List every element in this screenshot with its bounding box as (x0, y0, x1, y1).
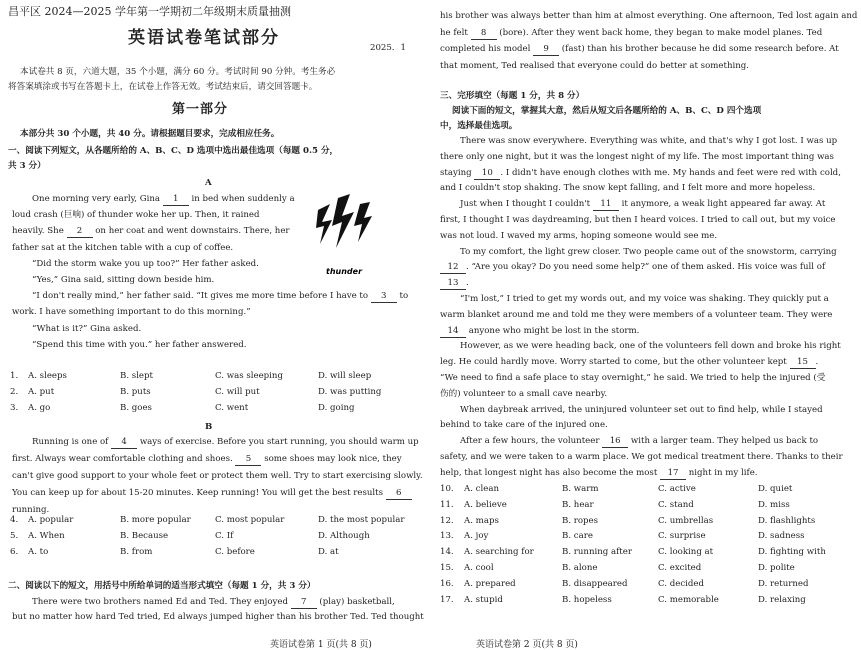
blank-number: 8 (471, 28, 497, 40)
text-segment: father sat at the kitchen table with a cup of coffee. (12, 242, 234, 253)
passage-b-label: B (205, 422, 213, 432)
text-line (440, 214, 836, 226)
text-segment: To my comfort, the light grew closer. Two people came out of the snowstorm, carrying (460, 246, 837, 257)
answer-option[interactable]: B. slept (120, 371, 153, 381)
text-segment: “I'm lost,” I tried to get my words out, and my voice was shaking. They quickly put a (460, 294, 829, 304)
text-segment: Just when I thought I couldn't (460, 199, 593, 210)
question-number: 1. (10, 371, 19, 381)
question-number: 6. (10, 547, 19, 557)
text-segment: work. I have something important to do this morning.” (12, 307, 251, 318)
text-line (440, 10, 857, 22)
answer-option[interactable]: A. to (28, 547, 49, 557)
answer-option[interactable]: B. more popular (120, 515, 191, 525)
text-segment: night in my life. (686, 467, 758, 478)
text-line (32, 290, 408, 303)
text-line (32, 339, 247, 351)
text-line (460, 340, 841, 352)
instructions-line-2: 将答案填涂或书写在答题卡上，在试卷上作答无效。考试结束后，请交回答题卡。 (8, 82, 318, 92)
blank-number: 13 (440, 278, 466, 290)
text-segment: . I didn't have enough clothes with me. My hands and feet were red with cold, (500, 167, 841, 178)
blank-number: 5 (235, 454, 261, 466)
answer-option[interactable]: A. popular (28, 515, 74, 525)
answer-option[interactable]: B. from (120, 547, 153, 557)
blank-number: 15 (790, 357, 816, 369)
answer-option[interactable]: D. relaxing (758, 594, 806, 605)
answer-option[interactable]: B. care (562, 531, 593, 542)
answer-option[interactable]: B. ropes (562, 515, 599, 526)
text-segment: leg. He could hardly move. Worry started to come, but the other volunteer kept (440, 357, 790, 368)
text-segment: “Yes,” Gina said, sitting down beside him. (32, 275, 215, 285)
text-segment: but no matter how hard Ted tried, Ed always jumped higher than his brother Ted. Ted thought (12, 612, 424, 622)
answer-option[interactable]: A. joy (464, 531, 489, 542)
answer-option[interactable]: D. polite (758, 563, 795, 573)
text-segment: You can keep up for about 15-20 minutes. Keep running! You will get the best results (12, 488, 386, 498)
text-segment: can't give good support to your whole feet or protect them well. Try to start exercising slowly. (12, 471, 423, 481)
answer-option[interactable]: B. warm (562, 484, 599, 494)
thunder-caption: thunder (326, 267, 363, 276)
text-line (32, 274, 214, 286)
answer-option[interactable]: A. stupid (464, 594, 503, 605)
footer-right: 英语试卷第 2 页(共 8 页) (476, 640, 578, 650)
answer-option[interactable]: A. When (28, 531, 65, 541)
answer-option[interactable]: C. most popular (215, 515, 285, 525)
answer-option[interactable]: A. searching for (464, 547, 534, 558)
text-segment: “We need to find a safe place to stay overnight,” he said. We tried to help the injured (受 (440, 373, 826, 383)
answer-option[interactable]: C. umbrellas (658, 515, 714, 526)
answer-option[interactable]: C. was sleeping (215, 371, 283, 381)
exam-date: 2025．1 (370, 43, 406, 53)
text-line (460, 435, 818, 448)
answer-option[interactable]: D. was putting (318, 387, 382, 397)
answer-option[interactable]: C. will put (215, 387, 260, 397)
text-line (440, 467, 758, 480)
text-line (12, 611, 424, 623)
answer-option[interactable]: A. go (28, 403, 51, 413)
text-line (440, 60, 749, 72)
question-number: 15. (440, 563, 454, 573)
text-line (32, 436, 419, 449)
blank-number: 1 (163, 194, 189, 206)
text-segment: with a larger team. They helped us back to (628, 436, 819, 447)
blank-number: 14 (440, 326, 466, 338)
blank-number: 3 (371, 291, 397, 303)
answer-option[interactable]: A. cool (464, 563, 494, 573)
text-segment: in bed when suddenly a (188, 194, 295, 204)
blank-number: 10 (474, 168, 500, 180)
text-segment: completed his model (440, 44, 534, 54)
answer-option[interactable]: A. believe (464, 499, 507, 510)
text-segment: loud crash (巨响) of thunder woke her up. Then, it rained (12, 210, 260, 221)
part-one-title: 第一部分 (172, 102, 229, 117)
text-segment: on her coat and went downstairs. There, her (92, 226, 290, 237)
text-line (12, 453, 402, 466)
answer-option[interactable]: B. hopeless (562, 594, 612, 605)
text-segment: first, I thought I was daydreaming, but then I heard voices. I tried to call out, but my voice (440, 215, 836, 225)
section3-intro-2: 中，选择最佳选项。 (440, 121, 518, 131)
blank-number: 17 (660, 468, 686, 480)
answer-option[interactable]: D. will sleep (318, 371, 372, 381)
text-line (440, 151, 834, 163)
text-segment: staying (440, 167, 475, 178)
text-line (460, 293, 829, 305)
text-line (12, 209, 260, 221)
text-line (12, 306, 251, 318)
text-line (12, 225, 290, 238)
text-line (440, 356, 818, 369)
text-line (440, 388, 607, 400)
section1-title-2: 共 3 分） (8, 161, 46, 171)
answer-option[interactable]: A. maps (464, 515, 499, 526)
answer-option[interactable]: A. put (28, 387, 55, 397)
answer-option[interactable]: D. returned (758, 578, 809, 589)
text-line (440, 372, 825, 384)
blank-number: 11 (593, 199, 619, 211)
answer-option[interactable]: C. memorable (658, 594, 719, 605)
answer-option[interactable]: B. running after (562, 547, 632, 558)
exam-line: 昌平区 2024—2025 学年第一学期初二年级期末质量抽测 (8, 5, 291, 18)
answer-option[interactable]: B. Because (120, 531, 169, 541)
answer-option[interactable]: D. at (318, 547, 339, 557)
text-segment: help, that longest night has also become the most (440, 467, 661, 478)
question-number: 4. (10, 515, 19, 525)
question-number: 3. (10, 403, 19, 413)
answer-option[interactable]: C. looking at (658, 547, 714, 558)
text-segment: he felt (440, 27, 471, 38)
text-line (440, 261, 825, 274)
text-segment: “Spend this time with you.” her father answered. (32, 339, 247, 350)
text-segment: warm blanket around me and told me they were members of a volunteer team. They were (440, 309, 833, 320)
page-one (0, 0, 430, 650)
text-line (440, 277, 469, 290)
answer-option[interactable]: A. prepared (464, 578, 516, 589)
text-segment: When daybreak arrived, the uninjured volunteer set out to find help, while I stayed (460, 404, 823, 415)
question-number: 13. (440, 531, 454, 542)
answer-option[interactable]: B. disappeared (562, 578, 628, 589)
passage-a-label: A (205, 178, 212, 188)
text-segment: running. (12, 505, 50, 515)
answer-option[interactable]: C. surprise (658, 531, 706, 542)
section3-intro-1: 阅读下面的短文，掌握其大意，然后从短文后各题所给的 A、B、C、D 四个选项 (452, 106, 762, 116)
text-segment: behind to take care of the injured one. (440, 420, 608, 431)
answer-option[interactable]: D. fighting with (758, 547, 826, 558)
text-segment: . (466, 278, 469, 289)
answer-option[interactable]: D. flashlights (758, 515, 816, 526)
text-line (32, 596, 395, 609)
answer-option[interactable]: C. went (215, 403, 249, 413)
answer-option[interactable]: A. sleeps (28, 371, 67, 381)
text-segment: first. Always wear comfortable clothing and shoes. (12, 454, 236, 464)
answer-option[interactable]: D. Although (318, 531, 370, 541)
blank-number: 7 (291, 597, 317, 609)
text-segment: his brother was always better than him at almost everything. One afternoon, Ted lost again and (440, 11, 858, 21)
answer-option[interactable]: D. miss (758, 499, 790, 510)
text-segment: was not loud. I waved my arms, hoping someone would see me. (440, 230, 718, 241)
text-segment: “I don't really mind,” her father said. “It gives me more time before I have to (32, 291, 371, 302)
answer-option[interactable]: C. excited (658, 563, 702, 573)
answer-option[interactable]: C. decided (658, 578, 704, 589)
page-two (440, 0, 861, 650)
answer-option[interactable]: C. stand (658, 499, 694, 510)
page-title: 英语试卷笔试部分 (128, 28, 280, 48)
text-line (440, 230, 717, 242)
text-line (440, 325, 639, 338)
text-line (440, 419, 608, 431)
text-segment: . “Are you okay? Do you need some help?” one of them asked. His voice was full of (466, 262, 826, 273)
text-segment: safety, and we were taken to a warm place. We got medical treatment there. Thanks to their (440, 452, 843, 462)
text-segment: heavily. She (12, 226, 67, 237)
thunder-icon (308, 190, 378, 280)
text-segment: (bore). After they went back home, they began to make model planes. Ted (496, 27, 823, 38)
text-line (440, 167, 841, 180)
text-line (12, 470, 423, 482)
text-line (32, 323, 141, 335)
text-segment: Running is one of (32, 437, 112, 447)
section3-title: 三、完形填空（每题 1 分，共 8 分） (440, 91, 585, 101)
answer-option[interactable]: C. If (215, 531, 234, 541)
text-segment: anyone who might be lost in the storm. (466, 325, 640, 336)
text-segment: However, as we were heading back, one of the volunteers fell down and broke his right (460, 341, 841, 352)
text-line (32, 258, 259, 270)
answer-option[interactable]: B. puts (120, 387, 151, 397)
text-segment: to (396, 291, 409, 302)
text-segment: There were two brothers named Ed and Ted. They enjoyed (32, 597, 291, 607)
question-number: 5. (10, 531, 19, 541)
footer-left: 英语试卷第 1 页(共 8 页) (270, 640, 372, 650)
text-line (12, 487, 412, 500)
section1-title-1: 一、阅读下列短文，从各题所给的 A、B、C、D 选项中选出最佳选项（每题 0.5 分， (8, 146, 339, 156)
text-segment: There was snow everywhere. Everything was white, and that's why I got lost. I was up (460, 136, 838, 146)
text-line (440, 309, 832, 321)
instructions-line-1: 本试卷共 8 页，六道大题，35 个小题，满分 60 分。考试时间 90 分钟。考生务必 (20, 67, 336, 77)
text-line (460, 198, 825, 211)
text-line (440, 27, 822, 40)
answer-option[interactable]: B. goes (120, 403, 152, 413)
blank-number: 4 (111, 437, 137, 449)
text-segment: (play) basketball, (316, 597, 395, 607)
question-number: 2. (10, 387, 19, 397)
section2-title: 二、阅读以下的短文，用括号中所给单词的适当形式填空（每题 1 分，共 3 分） (8, 581, 316, 591)
question-number: 14. (440, 547, 454, 558)
text-line (440, 43, 839, 56)
blank-number: 6 (386, 488, 412, 500)
text-line (12, 242, 233, 254)
text-segment: that moment, Ted realised that everyone could do better at something. (440, 60, 750, 71)
text-segment: One morning very early, Gina (32, 194, 163, 204)
text-segment: some shoes may look nice, they (261, 454, 402, 464)
blank-number: 2 (67, 226, 93, 238)
text-segment: ways of exercise. Before you start running, you should warm up (137, 437, 419, 447)
blank-number: 9 (533, 44, 559, 56)
answer-option[interactable]: D. going (318, 403, 355, 413)
text-line (460, 135, 837, 147)
answer-option[interactable]: B. hear (562, 499, 594, 510)
blank-number: 12 (440, 262, 466, 274)
question-number: 10. (440, 484, 454, 494)
answer-option[interactable]: D. quiet (758, 484, 793, 494)
answer-option[interactable]: A. clean (464, 484, 499, 494)
part-one-intro: 本部分共 30 个小题，共 40 分。请根据题目要求，完成相应任务。 (20, 129, 280, 139)
answer-option[interactable]: B. alone (562, 563, 598, 573)
text-segment: and I couldn't stop shaking. The snow kept falling, and I felt more and more hopeless. (440, 183, 816, 194)
text-segment: “Did the storm wake you up too?” Her father asked. (32, 258, 259, 269)
question-number: 12. (440, 515, 454, 526)
answer-option[interactable]: C. active (658, 484, 696, 494)
text-segment: 伤的) volunteer to a small cave nearby. (440, 388, 608, 399)
question-number: 16. (440, 578, 454, 589)
answer-option[interactable]: D. the most popular (318, 515, 405, 525)
question-number: 17. (440, 594, 454, 605)
answer-option[interactable]: C. before (215, 547, 255, 557)
text-segment: (fast) than his brother because he did some research before. At (559, 44, 839, 54)
text-segment: . (815, 357, 819, 368)
text-segment: “What is it?” Gina asked. (32, 323, 142, 334)
text-line (32, 193, 295, 206)
answer-option[interactable]: D. sadness (758, 531, 805, 542)
text-segment: it anymore, a weak light appeared far away. At (618, 199, 826, 210)
blank-number: 16 (602, 436, 628, 448)
text-line (440, 182, 815, 194)
text-line (460, 246, 837, 258)
question-number: 11. (440, 499, 454, 510)
text-segment: After a few hours, the volunteer (460, 436, 603, 447)
text-segment: there only one night, but it was the longest night of my life. The most important thing was (440, 151, 834, 162)
text-line (460, 404, 823, 416)
text-line (440, 451, 843, 463)
